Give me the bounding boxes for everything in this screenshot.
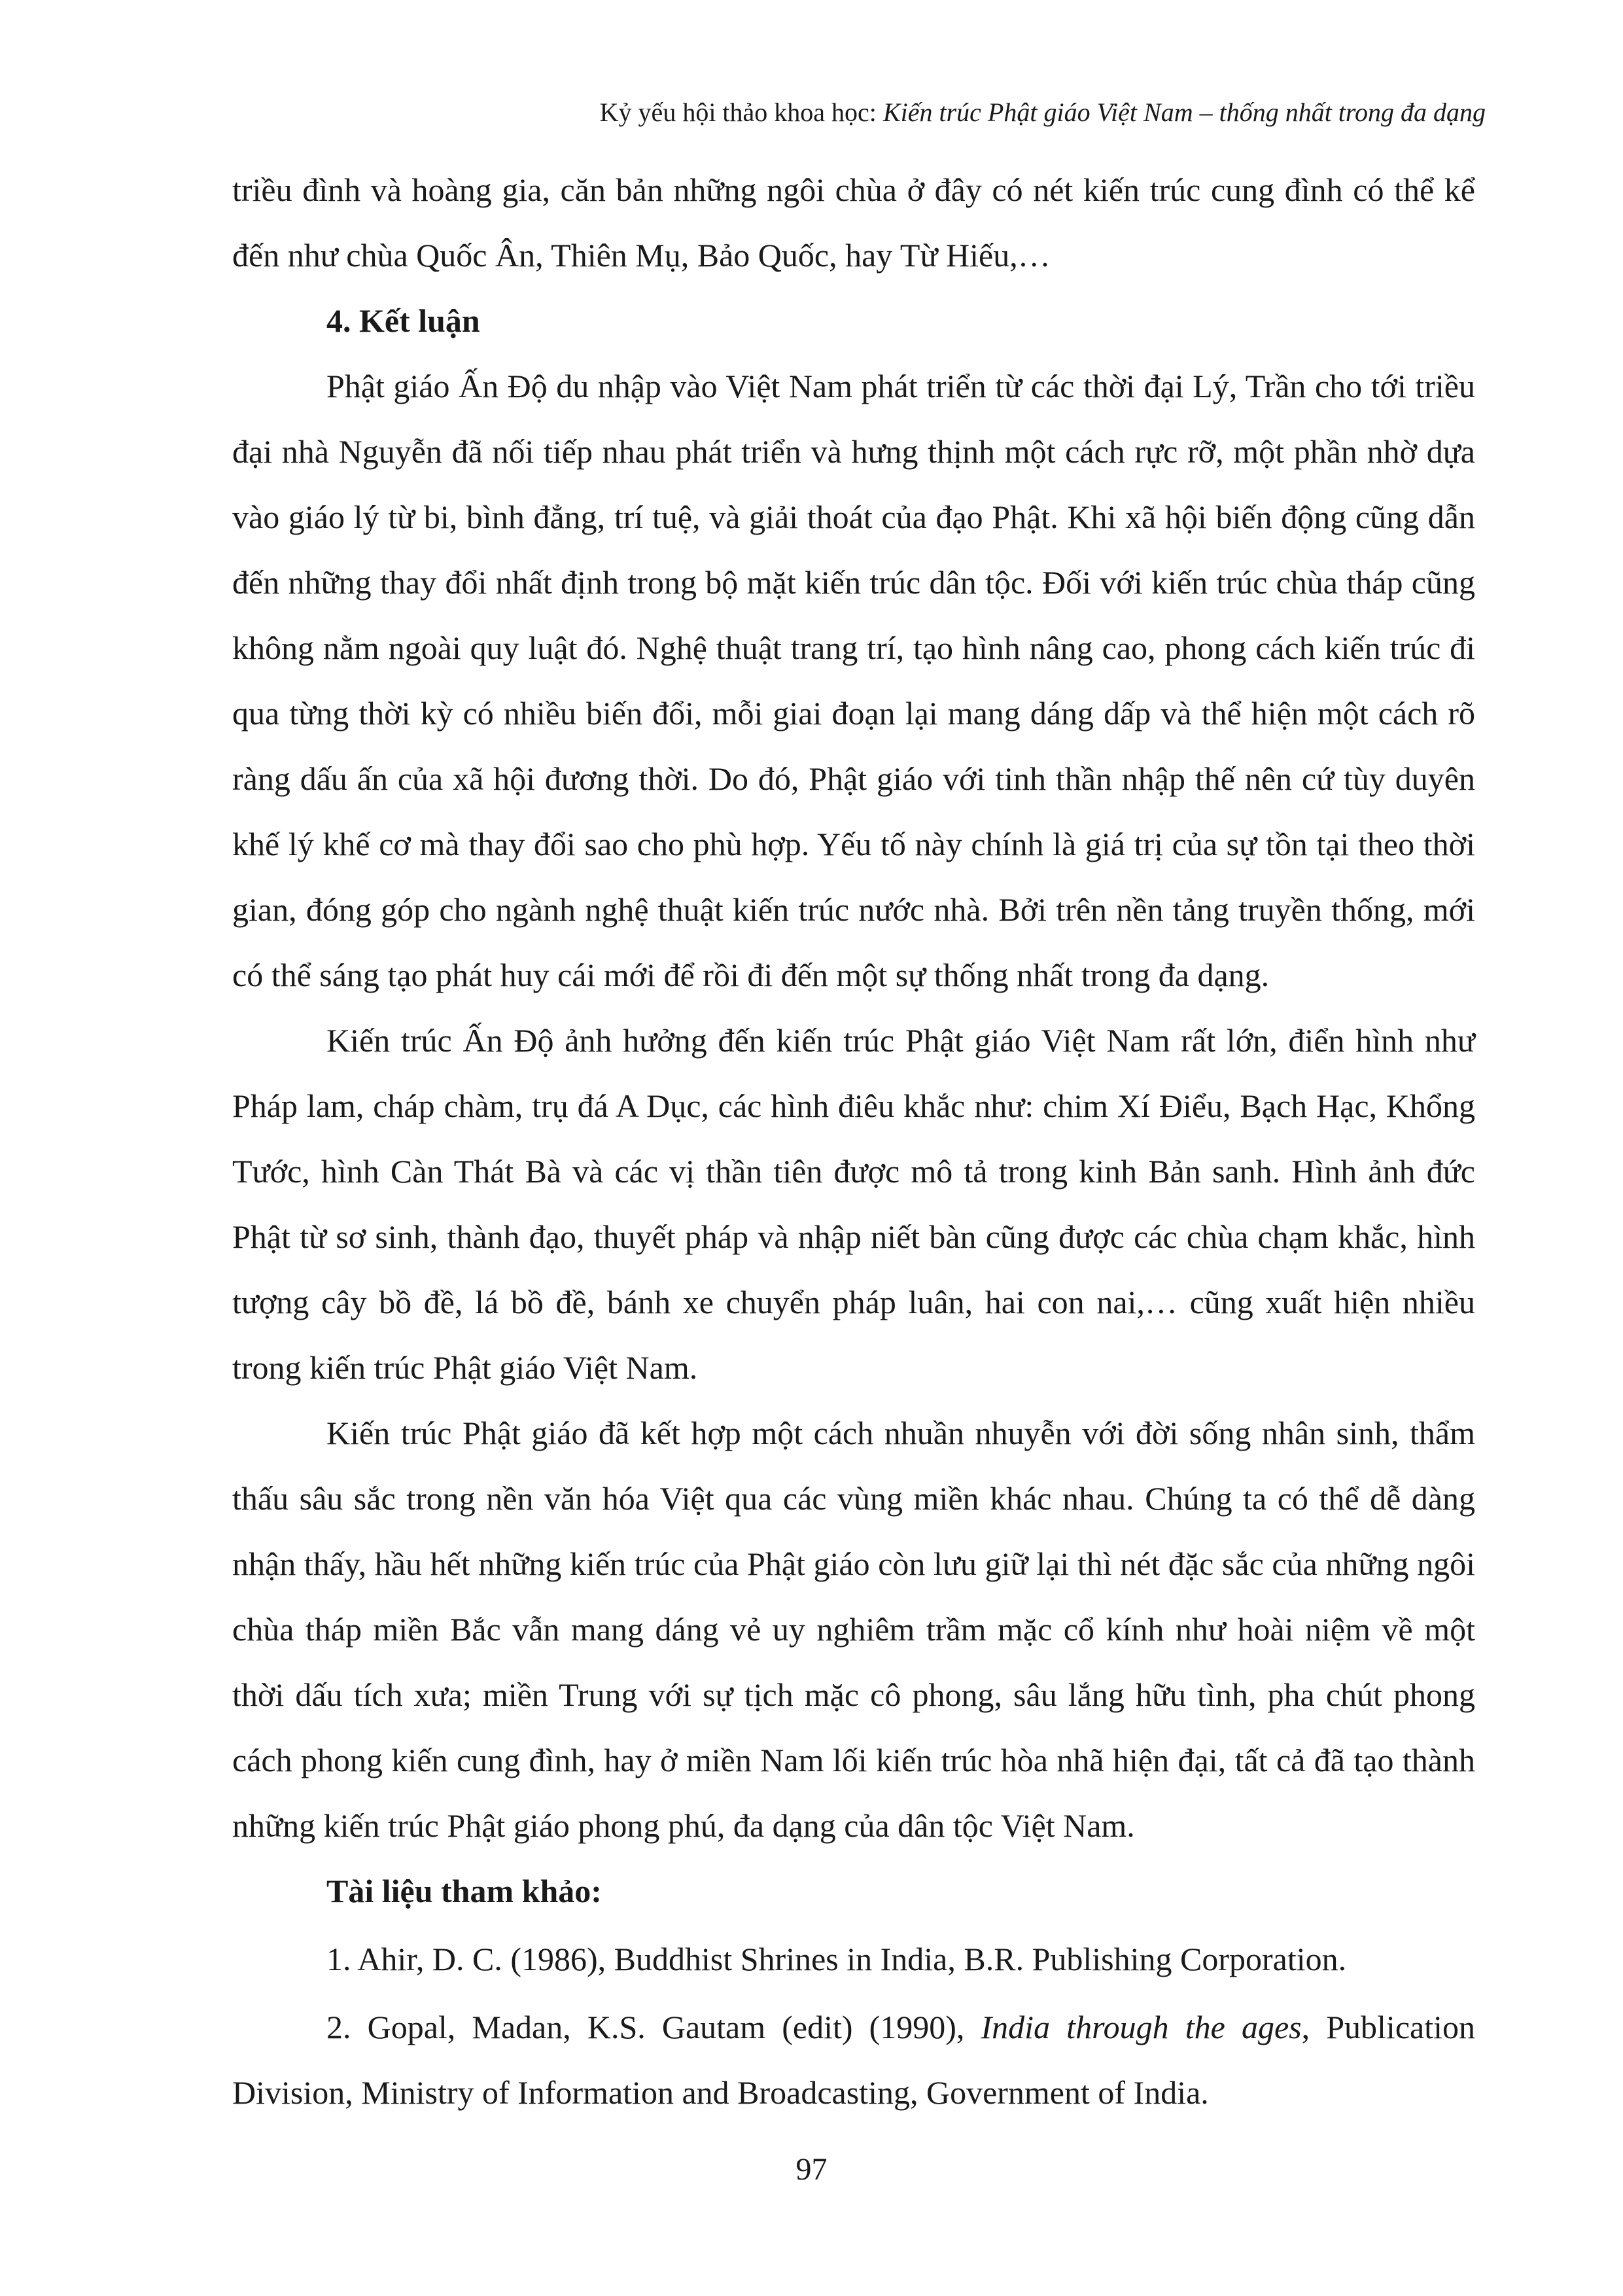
header-title: Kiến trúc Phật giáo Việt Nam – thống nhất trong đa dạng xyxy=(882,97,1486,127)
reference-item-2-title: India through the ages xyxy=(981,2009,1302,2045)
paragraph-1: Phật giáo Ấn Độ du nhập vào Việt Nam phát triển từ các thời đại Lý, Trần cho tới triều đại nhà Nguyễn đã nối tiếp nhau phát triển và hưng thịnh một cách rực rỡ, một phần nhờ dựa vào giáo lý từ bi, bình đẳng, trí tuệ, và giải thoát của đạo Phật. Khi xã hội biến động cũng dẫn đến những thay đổi nhất định trong bộ mặt kiến trúc dân tộc. Đối với kiến trúc chùa tháp cũng không nằm ngoài quy luật đó. Nghệ thuật trang trí, tạo hình nâng cao, phong cách kiến trúc đi qua từng thời kỳ có nhiều biến đổi, mỗi giai đoạn lại mang dáng dấp và thể hiện một cách rõ ràng dấu ấn của xã hội đương thời. Do đó, Phật giáo với tinh thần nhập thế nên cứ tùy duyên khế lý khế cơ mà thay đổi sao cho phù hợp. Yếu tố này chính là giá trị của sự tồn tại theo thời gian, đóng góp cho ngành nghệ thuật kiến trúc nước nhà. Bởi trên nền tảng truyền thống, mới có thể sáng tạo phát huy cái mới để rồi đi đến một sự thống nhất trong đa dạng. xyxy=(232,368,1475,993)
continuation-paragraph: triều đình và hoàng gia, căn bản những ngôi chùa ở đây có nét kiến trúc cung đình có thể kể đến như chùa Quốc Ân, Thiên Mụ, Bảo Quốc, hay Từ Hiếu,… xyxy=(232,171,1475,274)
reference-item-1: 1. Ahir, D. C. (1986), Buddhist Shrines in India, B.R. Publishing Corporation. xyxy=(326,1941,1347,1977)
references-heading: Tài liệu tham khảo: xyxy=(326,1873,602,1909)
header-prefix: Kỷ yếu hội thảo khoa học: xyxy=(599,97,883,127)
reference-item-2 xyxy=(232,1994,1475,2125)
section-heading: 4. Kết luận xyxy=(326,302,480,339)
reference-item-2-publisher: , Publication Division, Ministry of Information and Broadcasting, Government of India. xyxy=(232,2009,1475,2111)
paragraph-3: Kiến trúc Phật giáo đã kết hợp một cách nhuần nhuyễn với đời sống nhân sinh, thẩm thấu sâu sắc trong nền văn hóa Việt qua các vùng miền khác nhau. Chúng ta có thể dễ dàng nhận thấy, hầu hết những kiến trúc của Phật giáo còn lưu giữ lại thì nét đặc sắc của những ngôi chùa tháp miền Bắc vẫn mang dáng vẻ uy nghiêm trầm mặc cổ kính như hoài niệm về một thời dấu tích xưa; miền Trung với sự tịch mặc cô phong, sâu lắng hữu tình, pha chút phong cách phong kiến cung đình, hay ở miền Nam lối kiến trúc hòa nhã hiện đại, tất cả đã tạo thành những kiến trúc Phật giáo phong phú, đa dạng của dân tộc Việt Nam. xyxy=(232,1415,1475,1844)
paragraph-2: Kiến trúc Ấn Độ ảnh hưởng đến kiến trúc Phật giáo Việt Nam rất lớn, điển hình như Pháp lam, cháp chàm, trụ đá A Dục, các hình điêu khắc như: chim Xí Điểu, Bạch Hạc, Khổng Tước, hình Càn Thát Bà và các vị thần tiên được mô tả trong kinh Bản sanh. Hình ảnh đức Phật từ sơ sinh, thành đạo, thuyết pháp và nhập niết bàn cũng được các chùa chạm khắc, hình tượng cây bồ đề, lá bồ đề, bánh xe chuyển pháp luân, hai con nai,… cũng xuất hiện nhiều trong kiến trúc Phật giáo Việt Nam. xyxy=(232,1022,1475,1386)
main-content xyxy=(232,157,1475,2125)
reference-item-2-authors: 2. Gopal, Madan, K.S. Gautam (edit) (1990), xyxy=(326,2009,981,2045)
running-header xyxy=(600,97,1486,128)
page-number: 97 xyxy=(795,2152,828,2187)
